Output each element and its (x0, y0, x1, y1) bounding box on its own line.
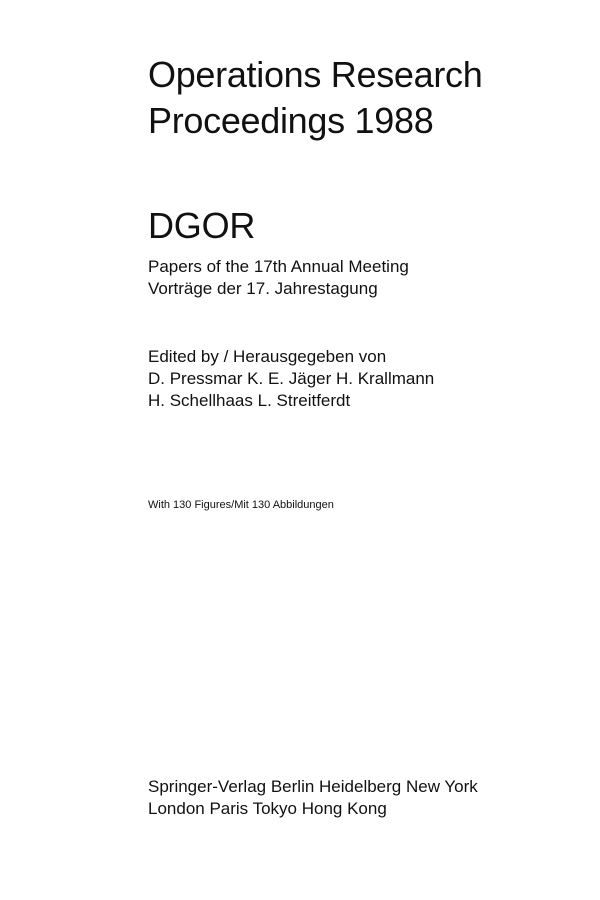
subtitle (148, 256, 588, 300)
figures-note: With 130 Figures/Mit 130 Abbildungen (148, 499, 334, 511)
editors-label: Edited by / Herausgegeben von (148, 347, 387, 366)
subtitle-english: Papers of the 17th Annual Meeting (148, 257, 409, 276)
book-title-line-1: Operations Research (148, 54, 483, 95)
editors-line-1: D. Pressmar K. E. Jäger H. Krallmann (148, 369, 435, 388)
book-title (148, 52, 588, 144)
publisher-line-2: London Paris Tokyo Hong Kong (148, 799, 387, 818)
publisher-line-1: Springer-Verlag Berlin Heidelberg New York (148, 777, 478, 796)
editors (148, 346, 588, 412)
subtitle-german: Vorträge der 17. Jahrestagung (148, 279, 378, 298)
editors-line-2: H. Schellhaas L. Streitferdt (148, 391, 351, 410)
book-title-line-2: Proceedings 1988 (148, 100, 434, 141)
publisher (148, 776, 588, 820)
series-name: DGOR (148, 205, 256, 246)
